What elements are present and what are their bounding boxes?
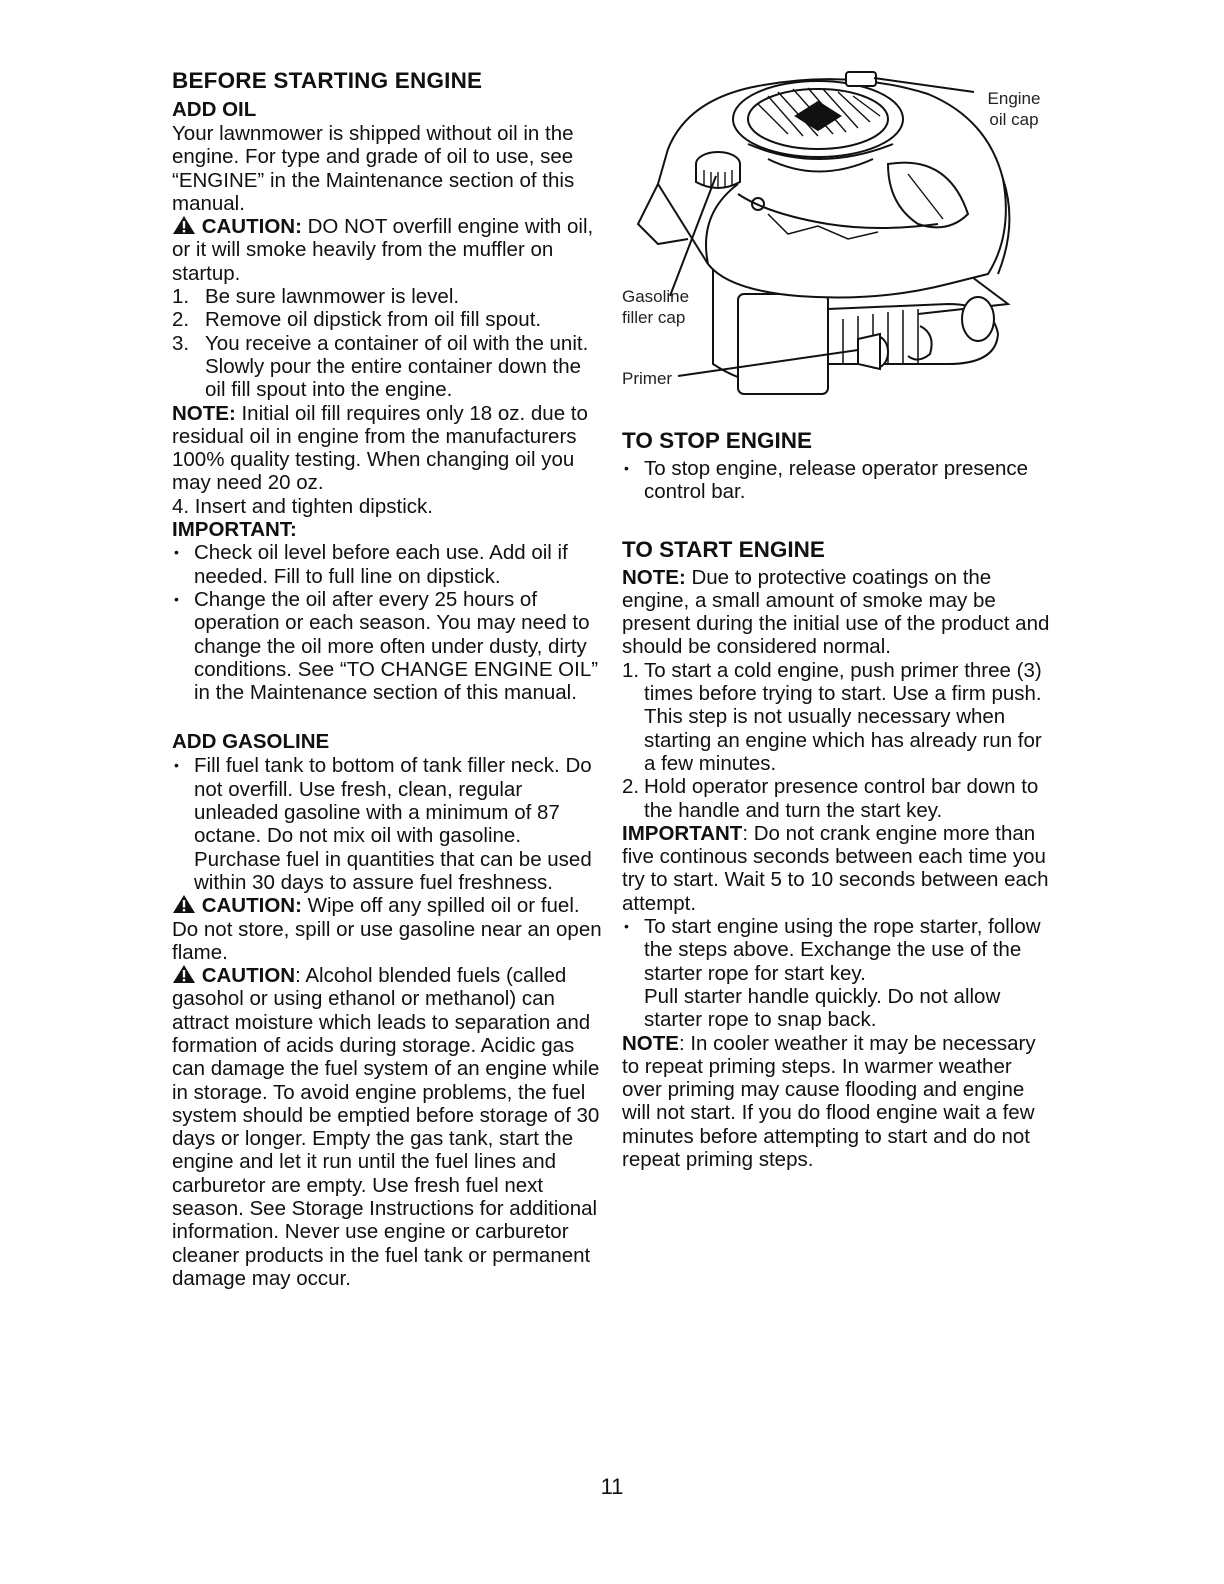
- step-number: 2.: [622, 775, 640, 799]
- step-number: 3.: [172, 331, 190, 355]
- important-bullets: [172, 541, 604, 704]
- step-text: You receive a container of oil with the unit. Slowly pour the entire container down the oil fill spout into the engine.: [205, 331, 589, 402]
- list-item: [622, 659, 1052, 775]
- section-heading-start-engine: TO START ENGINE: [622, 536, 825, 562]
- engine-illustration: [618, 64, 1058, 404]
- step-text: To start a cold engine, push primer three (3) times before trying to start. Use a firm push. This step is not usually necessary when starting an engine which has already run for a few minutes.: [644, 658, 1042, 775]
- caution-label: CAUTION:: [201, 894, 302, 918]
- bullet-text: Fill fuel tank to bottom of tank filler neck. Do not overfill. Use fresh, clean, regular unleaded gasoline with a minimum of 87 octane. Do not mix oil with gasoline. Purchase fuel in quantities that can be used within 30 days to assure fuel freshness.: [194, 754, 592, 894]
- bullet-text: To stop engine, release operator presence control bar.: [644, 457, 1029, 504]
- bullet-text: To start engine using the rope starter, follow the steps above. Exchange the use of the starter rope for start key.: [644, 915, 1041, 985]
- note-label: NOTE:: [622, 565, 686, 589]
- page-number: 11: [600, 1474, 624, 1499]
- warning-triangle-icon: [172, 215, 196, 235]
- caution-overfill: [172, 215, 604, 285]
- step-number: 1.: [622, 658, 640, 682]
- bullet-icon: •: [174, 544, 179, 561]
- right-column: [622, 427, 1052, 1171]
- callout-engine-oil-cap: Engine oil cap: [987, 89, 1041, 129]
- bullet-text: Check oil level before each use. Add oil if needed. Fill to full line on dipstick.: [194, 541, 568, 588]
- important-label: [172, 518, 604, 541]
- step-insert-dipstick: 4. Insert and tighten dipstick.: [172, 494, 433, 518]
- list-item: [172, 332, 604, 402]
- subheading-add-gasoline: ADD GASOLINE: [172, 730, 330, 754]
- stop-bullets: [622, 457, 1052, 504]
- bullet-icon: •: [174, 590, 179, 607]
- callout-gasoline-filler-cap: Gasoline filler cap: [622, 287, 690, 327]
- caution-text: DO NOT overfill engine with oil, or it will smoke heavily from the muffler on startup.: [172, 215, 594, 285]
- section-heading-stop-engine: TO STOP ENGINE: [622, 428, 813, 453]
- subheading-add-oil: ADD OIL: [172, 98, 257, 121]
- important-crank: [622, 822, 1052, 915]
- caution-alcohol-fuels: [172, 964, 604, 1290]
- caution-label: CAUTION:: [201, 215, 302, 239]
- note-cooler-weather: [622, 1032, 1052, 1172]
- bullet-icon: •: [624, 460, 629, 476]
- list-item: [622, 775, 1052, 822]
- warning-triangle-icon: [172, 964, 196, 984]
- step-text: Remove oil dipstick from oil fill spout.: [205, 308, 542, 332]
- important-label-text: IMPORTANT:: [172, 518, 297, 542]
- caution-label: CAUTION: [201, 964, 296, 988]
- note-protective-coatings: [622, 566, 1052, 659]
- important-label: IMPORTANT: [622, 821, 743, 845]
- note-label: NOTE: [622, 1031, 679, 1055]
- callout-primer: Primer: [622, 369, 673, 388]
- list-item: [172, 285, 604, 308]
- left-column: [172, 68, 604, 1290]
- caution-text: : Alcohol blended fuels (called gasohol or using ethanol or methanol) can attract moisture which leads to separation and formation of acids during storage. Acidic gas can damage the fuel system of an engine while in storage. To avoid engine problems, the fuel system should be emptied before storage of 30 days or longer. Empty the gas tank, start the engine and let it run until the fuel lines and carburetor are empty. Use fresh fuel next season. See Storage Instructions for additional information. Never use engine or carburetor cleaner products in the fuel tank or permanent damage may occur.: [172, 964, 600, 1290]
- important-text: : Do not crank engine more than five continous seconds between each time you try to start. Wait 5 to 10 seconds between each attempt.: [622, 821, 1049, 915]
- section-heading-before-starting: BEFORE STARTING ENGINE: [172, 68, 483, 93]
- note-text: Due to protective coatings on the engine, a small amount of smoke may be present during the initial use of the product and should be considered normal.: [622, 565, 1050, 659]
- step-number: 2.: [172, 308, 190, 332]
- add-oil-intro: Your lawnmower is shipped without oil in the engine. For type and grade of oil to use, see “ENGINE” in the Maintenance section of this manual.: [172, 122, 575, 215]
- note-initial-oil: [172, 402, 604, 495]
- list-item: [172, 541, 604, 588]
- step-text: Be sure lawnmower is level.: [205, 285, 460, 309]
- list-item: [172, 754, 604, 894]
- list-item: [172, 308, 604, 331]
- bullet-icon: •: [624, 918, 629, 935]
- add-oil-steps: [172, 285, 604, 401]
- list-item: [172, 588, 604, 704]
- note-text: Initial oil fill requires only 18 oz. due to residual oil in engine from the manufacturers 100% quality testing. When changing oil you may need 20 oz.: [172, 401, 588, 495]
- step-number: 1.: [172, 285, 190, 309]
- list-item: [622, 915, 1052, 1031]
- bullet-text: Change the oil after every 25 hours of operation or each season. You may need to change the oil more often under dusty, dirty conditions. See “TO CHANGE ENGINE OIL” in the Maintenance section of this manual.: [194, 587, 599, 705]
- warning-triangle-icon: [172, 894, 196, 914]
- bullet-icon: •: [174, 757, 179, 774]
- step-text: Hold operator presence control bar down to the handle and turn the start key.: [644, 775, 1039, 822]
- list-item: [622, 457, 1052, 504]
- caution-spilled-fuel: [172, 894, 604, 964]
- rope-starter-bullets: [622, 915, 1052, 1031]
- caution-text: Wipe off any spilled oil or fuel. Do not store, spill or use gasoline near an open flame.: [172, 894, 602, 964]
- gasoline-bullets: [172, 754, 604, 894]
- note-label: NOTE:: [172, 401, 236, 425]
- bullet-text-continued: Pull starter handle quickly. Do not allow starter rope to snap back.: [644, 984, 1001, 1032]
- start-steps: [622, 659, 1052, 822]
- note-text: : In cooler weather it may be necessary to repeat priming steps. In warmer weather over priming may cause flooding and engine will not start. If you do flood engine wait a few minutes before attempting to start and do not repeat priming steps.: [622, 1031, 1036, 1172]
